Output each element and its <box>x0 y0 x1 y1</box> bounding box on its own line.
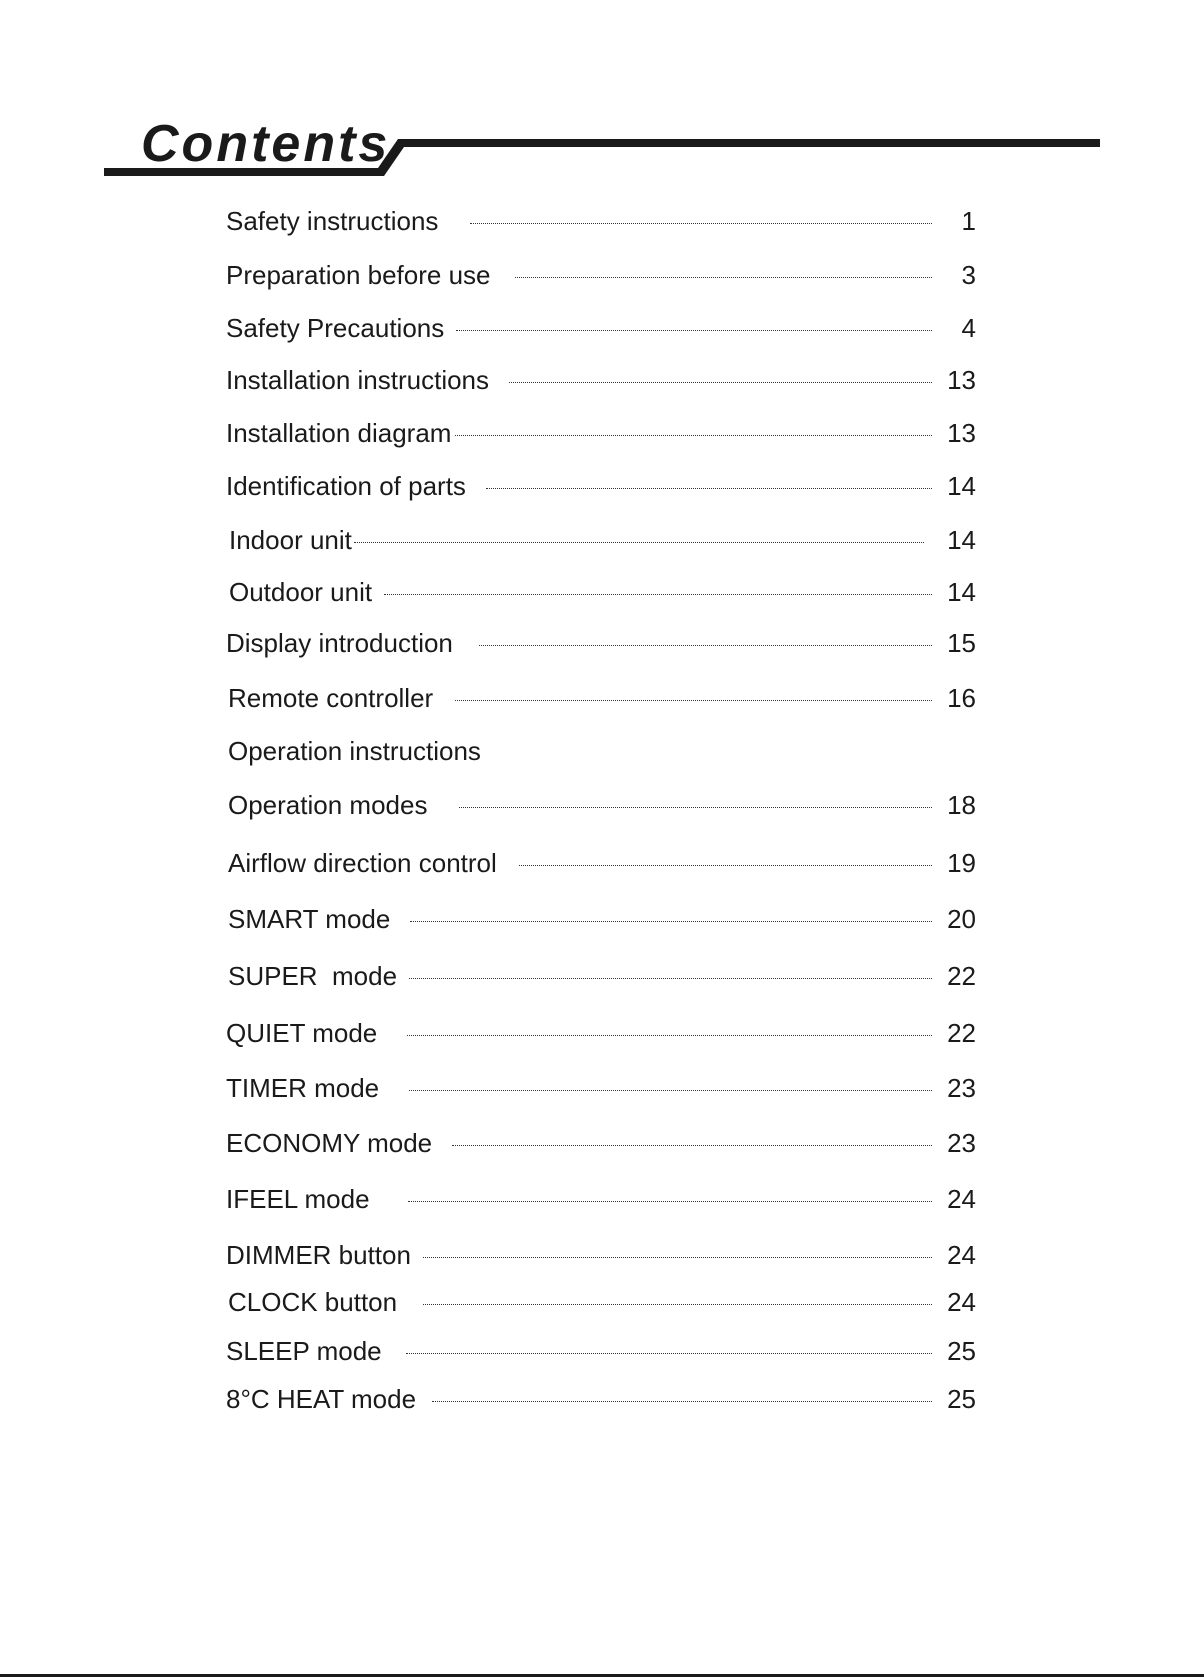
dot-leader <box>409 1090 932 1091</box>
toc-entry-label: Indoor unit <box>229 524 352 555</box>
toc-entry-page: 4 <box>961 312 976 343</box>
toc-entry-label: 8°C HEAT mode <box>226 1383 417 1414</box>
toc-entry-page: 1 <box>961 205 976 236</box>
toc-entry[interactable] <box>228 959 976 993</box>
page-title: Contents <box>141 115 391 173</box>
dot-leader <box>432 1401 932 1402</box>
toc-entry-label: Outdoor unit <box>229 576 373 607</box>
toc-entry-label: Safety Precautions <box>226 312 445 343</box>
toc-entry-label: Safety instructions <box>226 205 439 236</box>
dot-leader <box>470 223 932 224</box>
toc-entry[interactable] <box>226 469 976 503</box>
toc-entry-label: Remote controller <box>228 682 434 713</box>
dot-leader <box>479 645 932 646</box>
toc-entry-label: Installation diagram <box>226 417 452 448</box>
toc-entry[interactable] <box>228 1285 976 1319</box>
toc-entry-label: Airflow direction control <box>228 847 497 878</box>
toc-entry[interactable] <box>228 734 976 768</box>
toc-entry-page: 3 <box>961 259 976 290</box>
toc-entry-label: TIMER mode <box>226 1072 380 1103</box>
toc-entry-label: SUPER mode <box>228 960 398 991</box>
toc-entry-page: 19 <box>947 847 976 878</box>
toc-entry-label: SMART mode <box>228 903 391 934</box>
toc-entry-label: ECONOMY mode <box>226 1127 433 1158</box>
toc-entry[interactable] <box>226 204 976 238</box>
toc-entry-page: 24 <box>947 1183 976 1214</box>
toc-entry-label: Installation instructions <box>226 364 490 395</box>
toc-entry-page: 22 <box>947 1017 976 1048</box>
dot-leader <box>408 1201 932 1202</box>
toc-entry[interactable] <box>226 1016 976 1050</box>
toc-entry-page: 20 <box>947 903 976 934</box>
toc-entry-page: 13 <box>947 364 976 395</box>
dot-leader <box>455 435 932 436</box>
toc-entry[interactable] <box>229 523 976 557</box>
dot-leader <box>456 330 932 331</box>
toc-entry-label: DIMMER button <box>226 1239 411 1270</box>
toc-entry[interactable] <box>228 902 976 936</box>
toc-entry-page: 24 <box>947 1286 976 1317</box>
toc-entry-page: 22 <box>947 960 976 991</box>
dot-leader <box>406 1353 932 1354</box>
toc-entry-label: Operation instructions <box>228 735 481 766</box>
toc-entry-label: QUIET mode <box>226 1017 378 1048</box>
toc-entry[interactable] <box>226 1238 976 1272</box>
toc-entry[interactable] <box>226 1334 976 1368</box>
toc-entry[interactable] <box>226 363 976 397</box>
dot-leader <box>409 978 932 979</box>
toc-entry-page: 24 <box>947 1239 976 1270</box>
toc-entry[interactable] <box>226 258 976 292</box>
toc-entry-label: Display introduction <box>226 627 453 658</box>
toc-entry-label: IFEEL mode <box>226 1183 370 1214</box>
toc-entry[interactable] <box>226 1126 976 1160</box>
toc-entry-page: 16 <box>947 682 976 713</box>
toc-entry-page: 14 <box>947 576 976 607</box>
toc-entry-page: 23 <box>947 1072 976 1103</box>
toc-entry[interactable] <box>226 311 976 345</box>
dot-leader <box>519 865 932 866</box>
toc-entry[interactable] <box>226 1182 976 1216</box>
toc-entry-label: Preparation before use <box>226 259 491 290</box>
toc-entry[interactable] <box>229 575 976 609</box>
toc-entry-page: 13 <box>947 417 976 448</box>
dot-leader <box>384 594 932 595</box>
dot-leader <box>515 277 932 278</box>
toc-entry-label: Identification of parts <box>226 470 466 501</box>
dot-leader <box>509 382 932 383</box>
toc-entry-page: 14 <box>947 524 976 555</box>
dot-leader <box>459 807 932 808</box>
dot-leader <box>410 921 932 922</box>
dot-leader <box>455 700 932 701</box>
toc-entry-page: 18 <box>947 789 976 820</box>
toc-entry[interactable] <box>226 1071 976 1105</box>
toc-entry-page: 15 <box>947 627 976 658</box>
toc-entry[interactable] <box>228 846 976 880</box>
dot-leader <box>423 1304 932 1305</box>
toc-entry-label: SLEEP mode <box>226 1335 382 1366</box>
dot-leader <box>423 1257 932 1258</box>
toc-entry-page: 25 <box>947 1383 976 1414</box>
toc-entry[interactable] <box>228 788 976 822</box>
toc-entry-label: CLOCK button <box>228 1286 398 1317</box>
dot-leader <box>354 542 924 543</box>
toc-entry[interactable] <box>228 681 976 715</box>
toc-entry[interactable] <box>226 626 976 660</box>
toc-entry-label: Operation modes <box>228 789 428 820</box>
toc-entry-page: 25 <box>947 1335 976 1366</box>
toc-entry-page: 14 <box>947 470 976 501</box>
toc-entry[interactable] <box>226 416 976 450</box>
dot-leader <box>452 1145 932 1146</box>
toc-entry-page: 23 <box>947 1127 976 1158</box>
dot-leader <box>407 1035 932 1036</box>
dot-leader <box>486 488 932 489</box>
toc-entry[interactable] <box>226 1382 976 1416</box>
